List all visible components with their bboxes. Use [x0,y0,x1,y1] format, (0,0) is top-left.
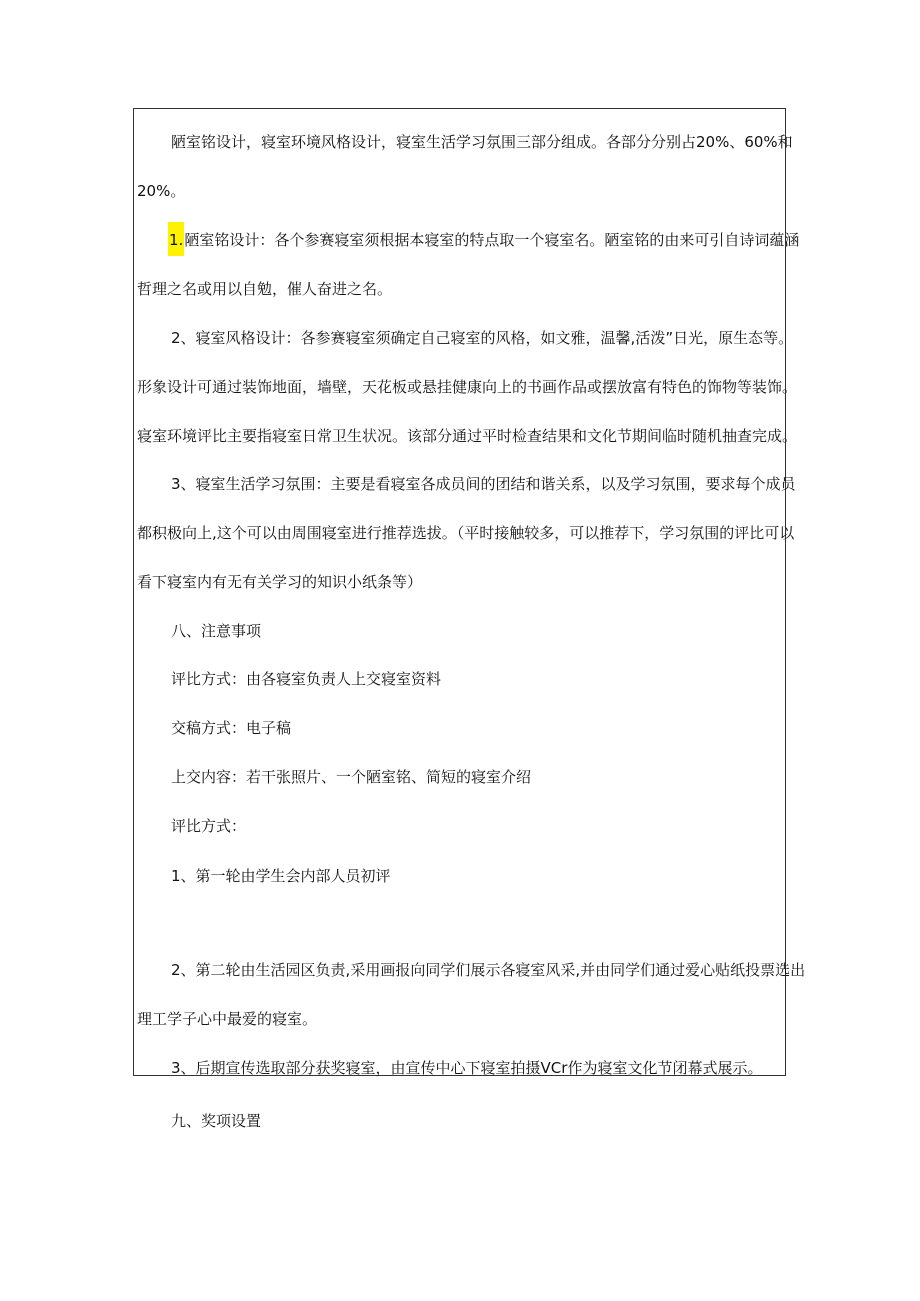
text-line-9: 都积极向上,这个可以由周围寝室进行推荐选拔。（平时接触较多，可以推荐下，学习氛围的评比可以 [137,524,795,542]
text-line-2: 20%。 [137,182,186,200]
text-line-15: 评比方式： [171,817,247,835]
text-line-3 [168,230,799,256]
heading-nine: 九、奖项设置 [171,1112,262,1130]
text-line-17: 2、第二轮由生活园区负责,采用画报向同学们展示各寝室风采,并由同学们通过爱心贴纸投票选出 [171,961,806,979]
text-line-1: 陋室铭设计，寝室环境风格设计，寝室生活学习氛围三部分组成。各部分分别占20%、60%和 [171,133,793,151]
text-line-4: 哲理之名或用以自勉，催人奋进之名。 [137,280,393,298]
text-line-16: 1、第一轮由学生会内部人员初评 [171,867,391,885]
text-line-19: 3、后期宣传选取部分获奖寝室，由宣传中心下寝室拍摄VCr作为寝室文化节闭幕式展示。 [171,1059,763,1077]
text-line-7: 寝室环境评比主要指寝室日常卫生状况。该部分通过平时检查结果和文化节期间临时随机抽查完成。 [137,427,798,445]
highlight-mark: 1. [168,222,184,256]
text-line-18: 理工学子心中最爱的寝室。 [137,1010,318,1028]
text-line-10: 看下寝室内有无有关学习的知识小纸条等） [137,573,423,591]
heading-eight: 八、注意事项 [171,622,262,640]
text-line-5: 2、寝室风格设计：各参赛寝室须确定自己寝室的风格，如文雅，温馨,活泼”日光，原生态等。 [171,329,794,347]
text-line-12: 评比方式：由各寝室负责人上交寝室资料 [171,670,442,688]
text-line-3-body: 陋室铭设计：各个参赛寝室须根据本寝室的特点取一个寝室名。陋室铭的由来可引自诗词蕴涵 [184,231,800,249]
text-line-6: 形象设计可通过装饰地面，墙壁，天花板或悬挂健康向上的书画作品或摆放富有特色的饰物等装饰。 [137,378,798,396]
text-line-13: 交稿方式：电子稿 [171,719,292,737]
text-line-14: 上交内容：若干张照片、一个陋室铭、简短的寝室介绍 [171,768,532,786]
text-line-8: 3、寝室生活学习氛围：主要是看寝室各成员间的团结和谐关系，以及学习氛围，要求每个成员 [171,475,796,493]
